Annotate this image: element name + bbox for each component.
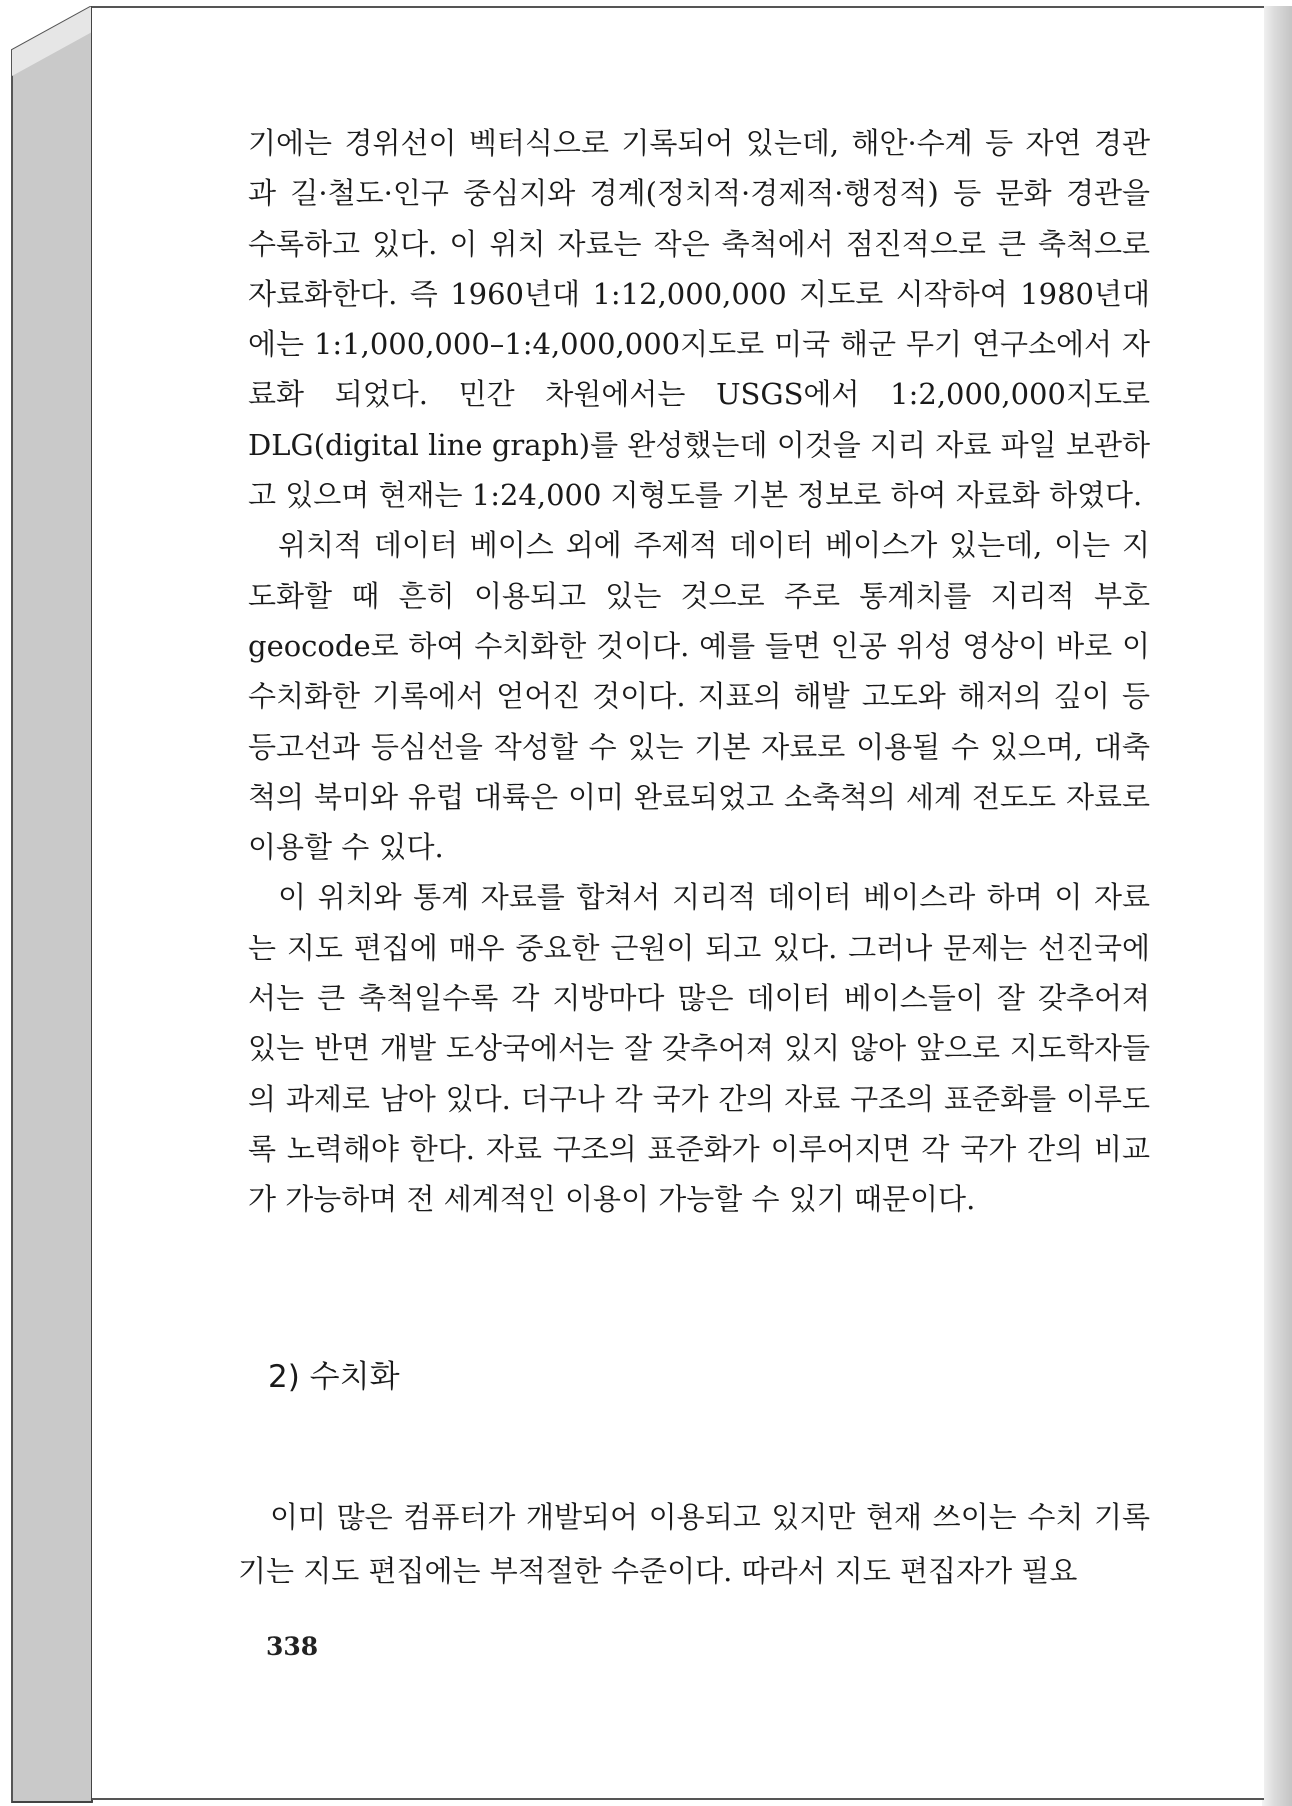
page-number: 338 — [266, 1632, 319, 1661]
paragraph-4: 이미 많은 컴퓨터가 개발되어 이용되고 있지만 현재 쓰이는 수치 기록기는 지도 편집에는 부적절한 수준이다. 따라서 지도 편집자가 필요 — [238, 1500, 1150, 1588]
paragraph-2: 위치적 데이터 베이스 외에 주제적 데이터 베이스가 있는데, 이는 지도화할 때 흔히 이용되고 있는 것으로 주로 통계치를 지리적 부호 geocode로 하여 수치화한 것이다. 예를 들면 인공 위성 영상이 바로 이 수치화한 기록에서 얻어진 것이다. 지표의 해발 고도와 해저의 깊이 등 등고선과 등심선을 작성할 수 있는 기본 자료로 이용될 수 있으며, 대축척의 북미와 유럽 대륙은 이미 완료되었고 소축척의 세계 전도도 자료로 이용할 수 있다. — [248, 528, 1150, 865]
body-text — [248, 118, 1150, 1225]
paragraph-3: 이 위치와 통계 자료를 합쳐서 지리적 데이터 베이스라 하며 이 자료는 지도 편집에 매우 중요한 근원이 되고 있다. 그러나 문제는 선진국에서는 큰 축척일수록 각 지방마다 많은 데이터 베이스들이 잘 갖추어져 있는 반면 개발 도상국에서는 잘 갖추어져 있지 않아 앞으로 지도학자들의 과제로 남아 있다. 더구나 각 국가 간의 자료 구조의 표준화를 이루도록 노력해야 한다. 자료 구조의 표준화가 이루어지면 각 국가 간의 비교가 가능하며 전 세계적인 이용이 가능할 수 있기 때문이다. — [248, 880, 1150, 1217]
section-heading: 2) 수치화 — [268, 1359, 400, 1395]
final-paragraph-block — [238, 1490, 1150, 1598]
paragraph-1: 기에는 경위선이 벡터식으로 기록되어 있는데, 해안·수계 등 자연 경관과 길·철도·인구 중심지와 경계(정치적·경제적·행정적) 등 문화 경관을 수록하고 있다. 이 위치 자료는 작은 축척에서 점진적으로 큰 축척으로 자료화한다. 즉 1960년대 1:12,000,000 지도로 시작하여 1980년대에는 1:1,000,000–1:4,000,000지도로 미국 해군 무기 연구소에서 자료화 되었다. 민간 차원에서는 USGS에서 1:2,000,000지도로 DLG(digital line graph)를 완성했는데 이것을 지리 자료 파일 보관하고 있으며 현재는 1:24,000 지형도를 기본 정보로 하여 자료화 하였다. — [248, 126, 1150, 513]
page-edge-shadow — [1262, 6, 1292, 1806]
